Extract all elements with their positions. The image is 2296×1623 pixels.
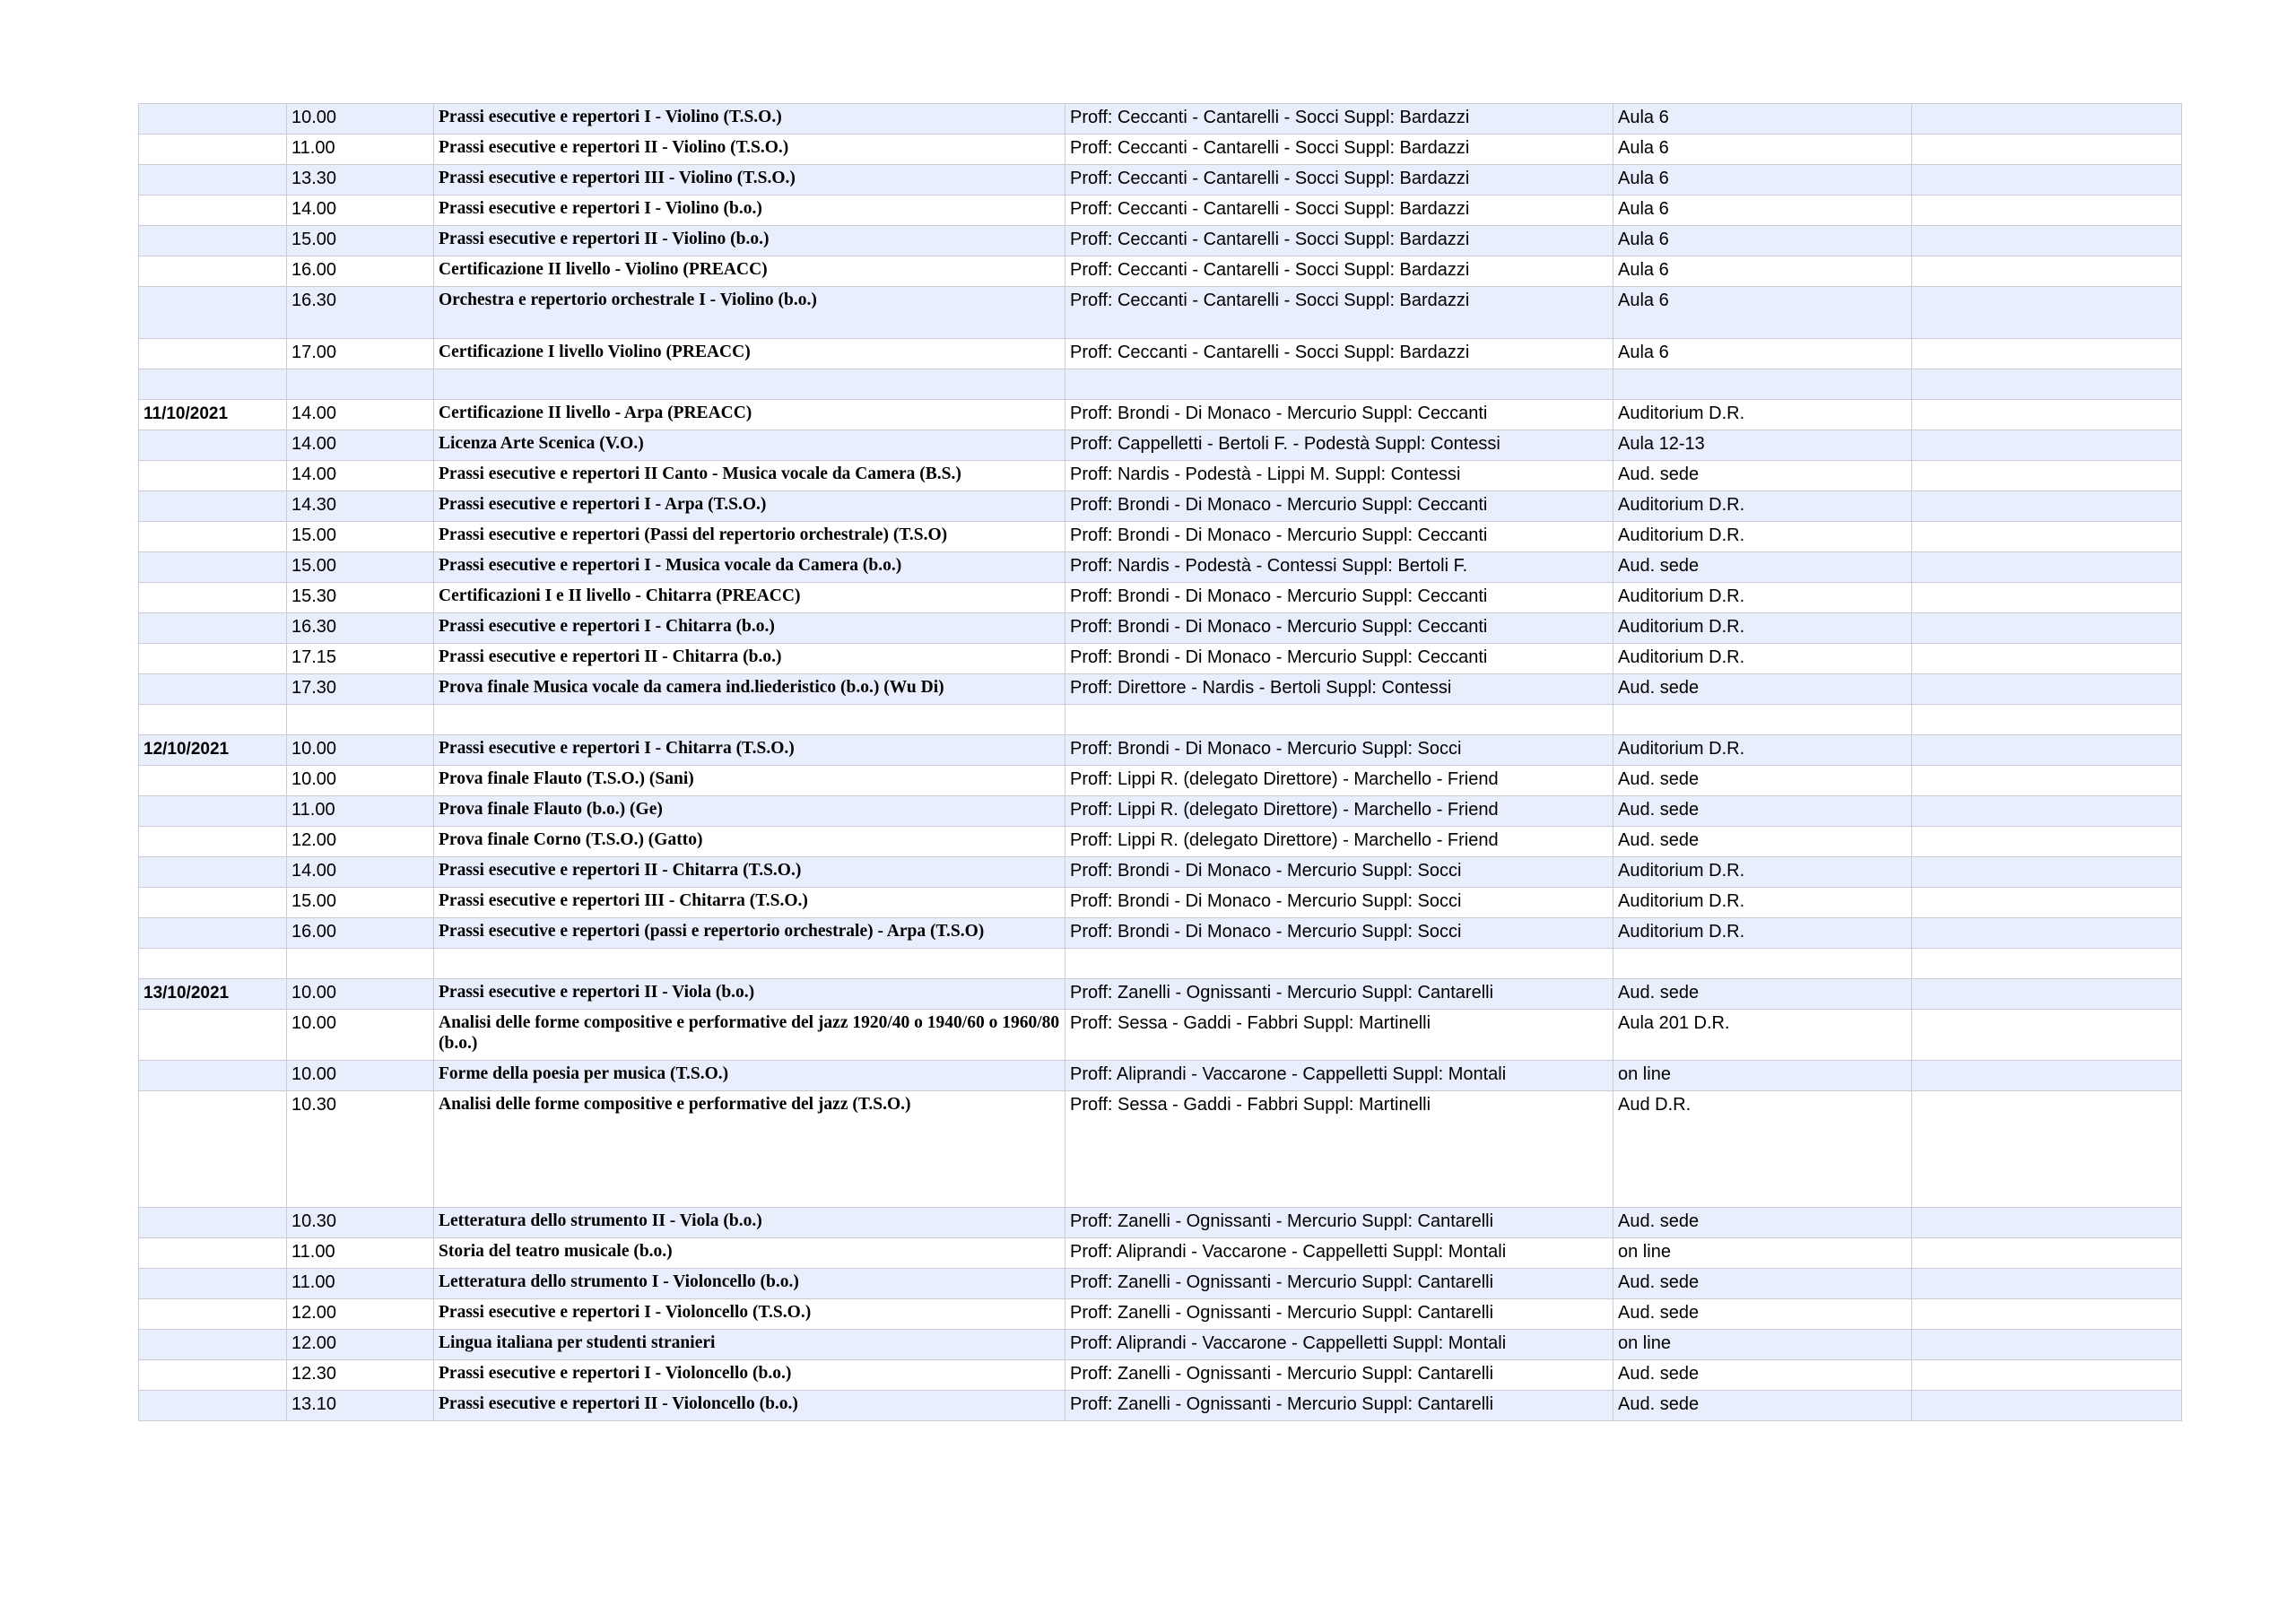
empty-cell <box>1912 256 2182 287</box>
empty-cell <box>1912 674 2182 705</box>
date-cell: 11/10/2021 <box>139 400 287 430</box>
table-row <box>139 1238 2182 1269</box>
professors-cell: Proff: Ceccanti - Cantarelli - Socci Suppl: Bardazzi <box>1065 256 1613 287</box>
empty-cell <box>1912 918 2182 949</box>
time-cell: 15.00 <box>287 888 434 918</box>
empty-cell <box>1912 583 2182 613</box>
empty-cell <box>1912 400 2182 430</box>
date-cell <box>139 1391 287 1421</box>
table-row <box>139 705 2182 735</box>
professors-cell: Proff: Zanelli - Ognissanti - Mercurio Suppl: Cantarelli <box>1065 1208 1613 1238</box>
professors-cell: Proff: Cappelletti - Bertoli F. - Podestà Suppl: Contessi <box>1065 430 1613 461</box>
professors-cell <box>1065 369 1613 400</box>
professors-cell: Proff: Ceccanti - Cantarelli - Socci Suppl: Bardazzi <box>1065 104 1613 135</box>
table-row <box>139 195 2182 226</box>
time-cell: 17.30 <box>287 674 434 705</box>
subject-cell: Analisi delle forme compositive e performative del jazz (T.S.O.) <box>434 1091 1065 1208</box>
room-cell: Aud. sede <box>1613 1360 1912 1391</box>
table-row <box>139 1061 2182 1091</box>
time-cell <box>287 369 434 400</box>
table-row <box>139 766 2182 796</box>
table-row <box>139 827 2182 857</box>
date-cell <box>139 165 287 195</box>
subject-cell: Prova finale Musica vocale da camera ind.liederistico (b.o.) (Wu Di) <box>434 674 1065 705</box>
subject-cell <box>434 949 1065 979</box>
empty-cell <box>1912 461 2182 491</box>
room-cell: Aula 6 <box>1613 195 1912 226</box>
date-cell <box>139 705 287 735</box>
subject-cell: Prova finale Flauto (T.S.O.) (Sani) <box>434 766 1065 796</box>
empty-cell <box>1912 1091 2182 1208</box>
subject-cell <box>434 705 1065 735</box>
subject-cell: Lingua italiana per studenti stranieri <box>434 1330 1065 1360</box>
subject-cell: Prassi esecutive e repertori II - Chitarra (T.S.O.) <box>434 857 1065 888</box>
time-cell: 16.30 <box>287 613 434 644</box>
professors-cell: Proff: Brondi - Di Monaco - Mercurio Suppl: Ceccanti <box>1065 644 1613 674</box>
room-cell: Auditorium D.R. <box>1613 888 1912 918</box>
empty-cell <box>1912 979 2182 1010</box>
room-cell: Aula 6 <box>1613 226 1912 256</box>
professors-cell: Proff: Zanelli - Ognissanti - Mercurio Suppl: Cantarelli <box>1065 1269 1613 1299</box>
room-cell: Aula 6 <box>1613 339 1912 369</box>
table-row <box>139 918 2182 949</box>
time-cell: 15.00 <box>287 226 434 256</box>
professors-cell: Proff: Brondi - Di Monaco - Mercurio Suppl: Ceccanti <box>1065 613 1613 644</box>
time-cell: 14.00 <box>287 857 434 888</box>
subject-cell <box>434 369 1065 400</box>
date-cell <box>139 827 287 857</box>
table-row <box>139 491 2182 522</box>
date-cell <box>139 644 287 674</box>
professors-cell: Proff: Brondi - Di Monaco - Mercurio Suppl: Ceccanti <box>1065 400 1613 430</box>
time-cell: 11.00 <box>287 796 434 827</box>
date-cell: 12/10/2021 <box>139 735 287 766</box>
subject-cell: Certificazioni I e II livello - Chitarra (PREACC) <box>434 583 1065 613</box>
table-row <box>139 104 2182 135</box>
empty-cell <box>1912 735 2182 766</box>
professors-cell: Proff: Zanelli - Ognissanti - Mercurio Suppl: Cantarelli <box>1065 1299 1613 1330</box>
professors-cell: Proff: Lippi R. (delegato Direttore) - Marchello - Friend <box>1065 827 1613 857</box>
empty-cell <box>1912 857 2182 888</box>
empty-cell <box>1912 369 2182 400</box>
room-cell: Aula 6 <box>1613 256 1912 287</box>
professors-cell: Proff: Ceccanti - Cantarelli - Socci Suppl: Bardazzi <box>1065 165 1613 195</box>
date-cell <box>139 613 287 644</box>
time-cell <box>287 705 434 735</box>
table-row <box>139 674 2182 705</box>
schedule-table <box>138 103 2182 1421</box>
subject-cell: Analisi delle forme compositive e performative del jazz 1920/40 o 1940/60 o 1960/80 (b.o.) <box>434 1010 1065 1061</box>
room-cell: Aud. sede <box>1613 1208 1912 1238</box>
subject-cell: Prassi esecutive e repertori I - Violino (b.o.) <box>434 195 1065 226</box>
empty-cell <box>1912 430 2182 461</box>
subject-cell: Prassi esecutive e repertori I - Musica vocale da Camera (b.o.) <box>434 552 1065 583</box>
time-cell: 12.00 <box>287 1299 434 1330</box>
table-row <box>139 1208 2182 1238</box>
time-cell: 16.30 <box>287 287 434 339</box>
date-cell <box>139 287 287 339</box>
empty-cell <box>1912 1061 2182 1091</box>
empty-cell <box>1912 1360 2182 1391</box>
time-cell: 10.00 <box>287 1061 434 1091</box>
room-cell: Auditorium D.R. <box>1613 857 1912 888</box>
date-cell <box>139 918 287 949</box>
subject-cell: Prassi esecutive e repertori I - Chitarra (T.S.O.) <box>434 735 1065 766</box>
empty-cell <box>1912 1010 2182 1061</box>
time-cell: 10.00 <box>287 766 434 796</box>
date-cell: 13/10/2021 <box>139 979 287 1010</box>
empty-cell <box>1912 949 2182 979</box>
room-cell <box>1613 369 1912 400</box>
professors-cell: Proff: Direttore - Nardis - Bertoli Suppl: Contessi <box>1065 674 1613 705</box>
professors-cell: Proff: Brondi - Di Monaco - Mercurio Suppl: Ceccanti <box>1065 491 1613 522</box>
subject-cell: Prassi esecutive e repertori II Canto - Musica vocale da Camera (B.S.) <box>434 461 1065 491</box>
empty-cell <box>1912 522 2182 552</box>
professors-cell: Proff: Zanelli - Ognissanti - Mercurio Suppl: Cantarelli <box>1065 1360 1613 1391</box>
date-cell <box>139 491 287 522</box>
date-cell <box>139 552 287 583</box>
professors-cell: Proff: Ceccanti - Cantarelli - Socci Suppl: Bardazzi <box>1065 339 1613 369</box>
date-cell <box>139 226 287 256</box>
empty-cell <box>1912 644 2182 674</box>
professors-cell: Proff: Aliprandi - Vaccarone - Cappelletti Suppl: Montali <box>1065 1238 1613 1269</box>
subject-cell: Licenza Arte Scenica (V.O.) <box>434 430 1065 461</box>
room-cell: Auditorium D.R. <box>1613 583 1912 613</box>
date-cell <box>139 949 287 979</box>
schedule-body <box>139 104 2182 1421</box>
room-cell: Aud. sede <box>1613 1391 1912 1421</box>
time-cell: 14.00 <box>287 461 434 491</box>
room-cell <box>1613 949 1912 979</box>
date-cell <box>139 522 287 552</box>
date-cell <box>139 135 287 165</box>
table-row <box>139 461 2182 491</box>
professors-cell: Proff: Nardis - Podestà - Lippi M. Suppl: Contessi <box>1065 461 1613 491</box>
table-row <box>139 979 2182 1010</box>
professors-cell: Proff: Brondi - Di Monaco - Mercurio Suppl: Socci <box>1065 918 1613 949</box>
date-cell <box>139 1208 287 1238</box>
date-cell <box>139 766 287 796</box>
room-cell: on line <box>1613 1061 1912 1091</box>
date-cell <box>139 1091 287 1208</box>
time-cell: 14.00 <box>287 430 434 461</box>
room-cell: Auditorium D.R. <box>1613 918 1912 949</box>
room-cell: Aud. sede <box>1613 796 1912 827</box>
professors-cell: Proff: Ceccanti - Cantarelli - Socci Suppl: Bardazzi <box>1065 226 1613 256</box>
empty-cell <box>1912 705 2182 735</box>
time-cell: 14.00 <box>287 400 434 430</box>
table-row <box>139 1330 2182 1360</box>
subject-cell: Prassi esecutive e repertori II - Violoncello (b.o.) <box>434 1391 1065 1421</box>
table-row <box>139 226 2182 256</box>
professors-cell: Proff: Ceccanti - Cantarelli - Socci Suppl: Bardazzi <box>1065 287 1613 339</box>
time-cell: 16.00 <box>287 256 434 287</box>
professors-cell: Proff: Brondi - Di Monaco - Mercurio Suppl: Socci <box>1065 857 1613 888</box>
professors-cell: Proff: Zanelli - Ognissanti - Mercurio Suppl: Cantarelli <box>1065 979 1613 1010</box>
table-row <box>139 135 2182 165</box>
subject-cell: Orchestra e repertorio orchestrale I - Violino (b.o.) <box>434 287 1065 339</box>
date-cell <box>139 1238 287 1269</box>
table-row <box>139 256 2182 287</box>
empty-cell <box>1912 1269 2182 1299</box>
professors-cell: Proff: Aliprandi - Vaccarone - Cappelletti Suppl: Montali <box>1065 1061 1613 1091</box>
date-cell <box>139 461 287 491</box>
table-row <box>139 583 2182 613</box>
subject-cell: Prassi esecutive e repertori III - Chitarra (T.S.O.) <box>434 888 1065 918</box>
empty-cell <box>1912 888 2182 918</box>
table-row <box>139 644 2182 674</box>
time-cell: 11.00 <box>287 1238 434 1269</box>
time-cell: 10.00 <box>287 735 434 766</box>
room-cell: Auditorium D.R. <box>1613 735 1912 766</box>
time-cell: 11.00 <box>287 1269 434 1299</box>
table-row <box>139 1091 2182 1208</box>
table-row <box>139 735 2182 766</box>
table-row <box>139 165 2182 195</box>
room-cell: Aud. sede <box>1613 766 1912 796</box>
time-cell: 12.00 <box>287 1330 434 1360</box>
professors-cell: Proff: Lippi R. (delegato Direttore) - Marchello - Friend <box>1065 796 1613 827</box>
time-cell: 15.30 <box>287 583 434 613</box>
empty-cell <box>1912 1238 2182 1269</box>
room-cell: Auditorium D.R. <box>1613 613 1912 644</box>
time-cell: 13.30 <box>287 165 434 195</box>
date-cell <box>139 583 287 613</box>
professors-cell: Proff: Sessa - Gaddi - Fabbri Suppl: Martinelli <box>1065 1091 1613 1208</box>
date-cell <box>139 1269 287 1299</box>
table-row <box>139 949 2182 979</box>
time-cell: 17.00 <box>287 339 434 369</box>
time-cell: 14.30 <box>287 491 434 522</box>
room-cell: Auditorium D.R. <box>1613 491 1912 522</box>
room-cell: Aud. sede <box>1613 1269 1912 1299</box>
table-row <box>139 339 2182 369</box>
empty-cell <box>1912 491 2182 522</box>
date-cell <box>139 430 287 461</box>
time-cell: 17.15 <box>287 644 434 674</box>
empty-cell <box>1912 1330 2182 1360</box>
subject-cell: Certificazione II livello - Violino (PREACC) <box>434 256 1065 287</box>
subject-cell: Forme della poesia per musica (T.S.O.) <box>434 1061 1065 1091</box>
date-cell <box>139 256 287 287</box>
date-cell <box>139 1010 287 1061</box>
date-cell <box>139 857 287 888</box>
time-cell: 10.00 <box>287 979 434 1010</box>
table-row <box>139 522 2182 552</box>
professors-cell: Proff: Brondi - Di Monaco - Mercurio Suppl: Ceccanti <box>1065 583 1613 613</box>
time-cell: 15.00 <box>287 552 434 583</box>
professors-cell: Proff: Brondi - Di Monaco - Mercurio Suppl: Socci <box>1065 888 1613 918</box>
professors-cell: Proff: Ceccanti - Cantarelli - Socci Suppl: Bardazzi <box>1065 195 1613 226</box>
table-row <box>139 1299 2182 1330</box>
room-cell: Aula 6 <box>1613 135 1912 165</box>
room-cell: Aud. sede <box>1613 827 1912 857</box>
date-cell <box>139 1061 287 1091</box>
subject-cell: Prassi esecutive e repertori II - Viola (b.o.) <box>434 979 1065 1010</box>
room-cell: Aula 6 <box>1613 104 1912 135</box>
time-cell: 12.00 <box>287 827 434 857</box>
professors-cell <box>1065 705 1613 735</box>
subject-cell: Prassi esecutive e repertori I - Arpa (T.S.O.) <box>434 491 1065 522</box>
subject-cell: Certificazione II livello - Arpa (PREACC) <box>434 400 1065 430</box>
empty-cell <box>1912 104 2182 135</box>
room-cell: on line <box>1613 1238 1912 1269</box>
date-cell <box>139 674 287 705</box>
table-row <box>139 430 2182 461</box>
professors-cell: Proff: Nardis - Podestà - Contessi Suppl: Bertoli F. <box>1065 552 1613 583</box>
professors-cell: Proff: Ceccanti - Cantarelli - Socci Suppl: Bardazzi <box>1065 135 1613 165</box>
room-cell: Aud. sede <box>1613 461 1912 491</box>
date-cell <box>139 796 287 827</box>
time-cell: 14.00 <box>287 195 434 226</box>
room-cell: Auditorium D.R. <box>1613 644 1912 674</box>
empty-cell <box>1912 827 2182 857</box>
subject-cell: Prassi esecutive e repertori I - Violino (T.S.O.) <box>434 104 1065 135</box>
empty-cell <box>1912 1299 2182 1330</box>
empty-cell <box>1912 339 2182 369</box>
subject-cell: Prassi esecutive e repertori I - Violoncello (b.o.) <box>434 1360 1065 1391</box>
empty-cell <box>1912 135 2182 165</box>
subject-cell: Prassi esecutive e repertori II - Violino (b.o.) <box>434 226 1065 256</box>
date-cell <box>139 339 287 369</box>
table-row <box>139 552 2182 583</box>
date-cell <box>139 1360 287 1391</box>
empty-cell <box>1912 287 2182 339</box>
subject-cell: Prassi esecutive e repertori (Passi del repertorio orchestrale) (T.S.O) <box>434 522 1065 552</box>
time-cell: 10.00 <box>287 104 434 135</box>
empty-cell <box>1912 613 2182 644</box>
subject-cell: Letteratura dello strumento I - Violoncello (b.o.) <box>434 1269 1065 1299</box>
room-cell <box>1613 705 1912 735</box>
table-row <box>139 613 2182 644</box>
empty-cell <box>1912 796 2182 827</box>
table-row <box>139 857 2182 888</box>
professors-cell: Proff: Aliprandi - Vaccarone - Cappelletti Suppl: Montali <box>1065 1330 1613 1360</box>
subject-cell: Prova finale Flauto (b.o.) (Ge) <box>434 796 1065 827</box>
table-row <box>139 1269 2182 1299</box>
time-cell: 13.10 <box>287 1391 434 1421</box>
empty-cell <box>1912 165 2182 195</box>
subject-cell: Prassi esecutive e repertori I - Violoncello (T.S.O.) <box>434 1299 1065 1330</box>
room-cell: Aud. sede <box>1613 979 1912 1010</box>
table-row <box>139 400 2182 430</box>
subject-cell: Storia del teatro musicale (b.o.) <box>434 1238 1065 1269</box>
time-cell: 11.00 <box>287 135 434 165</box>
room-cell: Aula 201 D.R. <box>1613 1010 1912 1061</box>
date-cell <box>139 888 287 918</box>
table-row <box>139 1360 2182 1391</box>
empty-cell <box>1912 1391 2182 1421</box>
subject-cell: Prassi esecutive e repertori (passi e repertorio orchestrale) - Arpa (T.S.O) <box>434 918 1065 949</box>
professors-cell: Proff: Zanelli - Ognissanti - Mercurio Suppl: Cantarelli <box>1065 1391 1613 1421</box>
date-cell <box>139 195 287 226</box>
subject-cell: Prassi esecutive e repertori I - Chitarra (b.o.) <box>434 613 1065 644</box>
professors-cell: Proff: Lippi R. (delegato Direttore) - Marchello - Friend <box>1065 766 1613 796</box>
subject-cell: Prova finale Corno (T.S.O.) (Gatto) <box>434 827 1065 857</box>
room-cell: Aula 6 <box>1613 287 1912 339</box>
room-cell: Auditorium D.R. <box>1613 522 1912 552</box>
subject-cell: Certificazione I livello Violino (PREACC) <box>434 339 1065 369</box>
subject-cell: Prassi esecutive e repertori II - Violino (T.S.O.) <box>434 135 1065 165</box>
time-cell: 15.00 <box>287 522 434 552</box>
table-row <box>139 1010 2182 1061</box>
table-row <box>139 287 2182 339</box>
room-cell: on line <box>1613 1330 1912 1360</box>
subject-cell: Prassi esecutive e repertori III - Violino (T.S.O.) <box>434 165 1065 195</box>
room-cell: Aula 6 <box>1613 165 1912 195</box>
room-cell: Aula 12-13 <box>1613 430 1912 461</box>
professors-cell: Proff: Brondi - Di Monaco - Mercurio Suppl: Ceccanti <box>1065 522 1613 552</box>
room-cell: Aud. sede <box>1613 674 1912 705</box>
table-row <box>139 796 2182 827</box>
professors-cell <box>1065 949 1613 979</box>
subject-cell: Prassi esecutive e repertori II - Chitarra (b.o.) <box>434 644 1065 674</box>
time-cell: 10.30 <box>287 1091 434 1208</box>
date-cell <box>139 1299 287 1330</box>
time-cell: 12.30 <box>287 1360 434 1391</box>
empty-cell <box>1912 766 2182 796</box>
room-cell: Aud. sede <box>1613 552 1912 583</box>
date-cell <box>139 104 287 135</box>
empty-cell <box>1912 195 2182 226</box>
table-row <box>139 888 2182 918</box>
time-cell: 16.00 <box>287 918 434 949</box>
date-cell <box>139 369 287 400</box>
time-cell: 10.00 <box>287 1010 434 1061</box>
table-row <box>139 369 2182 400</box>
time-cell <box>287 949 434 979</box>
empty-cell <box>1912 1208 2182 1238</box>
table-row <box>139 1391 2182 1421</box>
professors-cell: Proff: Sessa - Gaddi - Fabbri Suppl: Martinelli <box>1065 1010 1613 1061</box>
professors-cell: Proff: Brondi - Di Monaco - Mercurio Suppl: Socci <box>1065 735 1613 766</box>
subject-cell: Letteratura dello strumento II - Viola (b.o.) <box>434 1208 1065 1238</box>
room-cell: Auditorium D.R. <box>1613 400 1912 430</box>
room-cell: Aud D.R. <box>1613 1091 1912 1208</box>
room-cell: Aud. sede <box>1613 1299 1912 1330</box>
date-cell <box>139 1330 287 1360</box>
empty-cell <box>1912 552 2182 583</box>
time-cell: 10.30 <box>287 1208 434 1238</box>
empty-cell <box>1912 226 2182 256</box>
